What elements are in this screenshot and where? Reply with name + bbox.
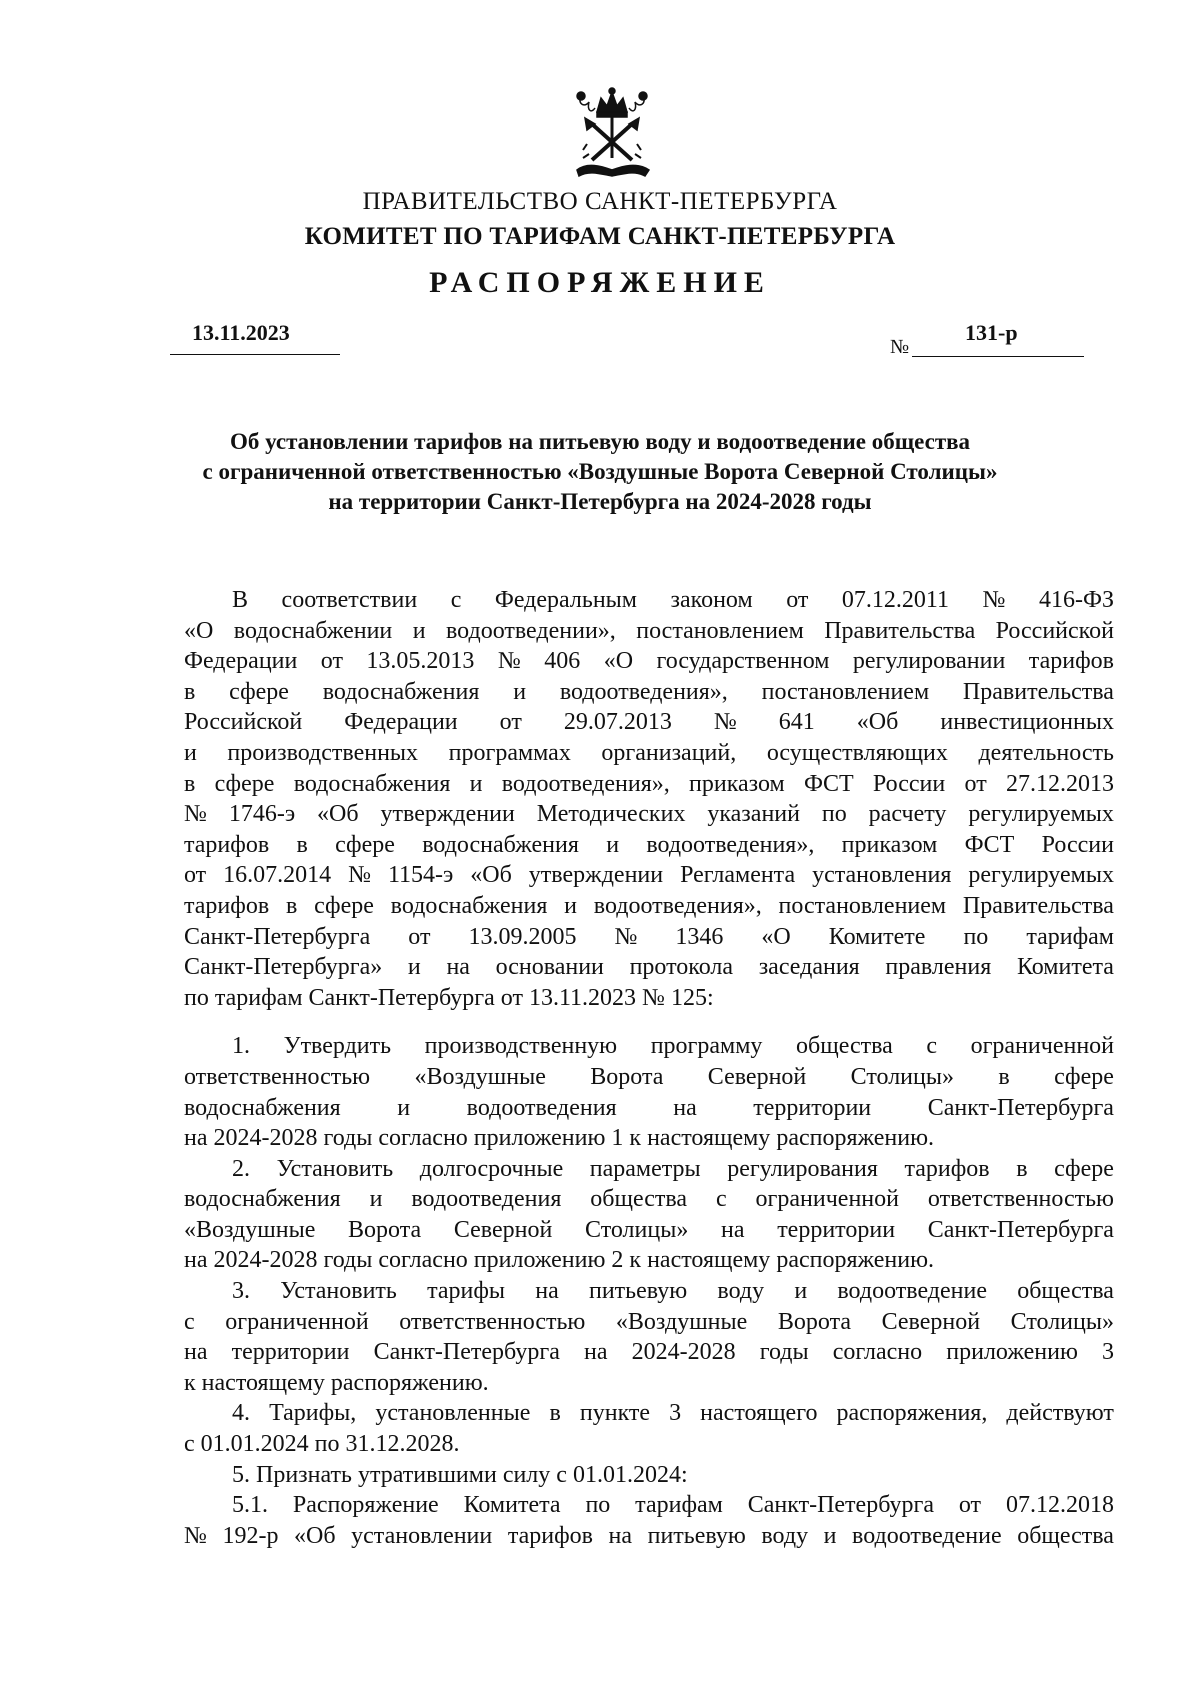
- text-line: 2. Установить долгосрочные параметры регулирования тарифов в сфере: [232, 1155, 1114, 1182]
- order-number: 131-р: [965, 320, 1018, 345]
- text-line: водоснабжения и водоотведения на территории Санкт-Петербурга: [184, 1094, 1114, 1121]
- title-line: с ограниченной ответственностью «Воздушные Ворота Северной Столицы»: [202, 459, 998, 484]
- text-line: Санкт-Петербурга от 13.09.2005 № 1346 «О Комитете по тарифам: [184, 923, 1114, 950]
- text-line: тарифов в сфере водоснабжения и водоотведения», постановлением Правительства: [184, 892, 1114, 919]
- coat-of-arms-icon: [567, 84, 657, 184]
- paragraph-gap: [184, 1013, 1114, 1031]
- document-type-heading: РАСПОРЯЖЕНИЕ: [429, 266, 771, 299]
- text-line: В соответствии с Федеральным законом от 07.12.2011 № 416-ФЗ: [232, 587, 1114, 613]
- text-line: и производственных программах организаций, осуществляющих деятельность: [184, 739, 1114, 766]
- document-body: [184, 585, 1114, 1551]
- text-line: по тарифам Санкт-Петербурга от 13.11.2023 № 125:: [184, 984, 714, 1011]
- text-line: № 192-р «Об установлении тарифов на питьевую воду и водоотведение общества: [184, 1522, 1114, 1549]
- number-underline: [912, 356, 1084, 357]
- text-line: водоснабжения и водоотведения общества с ограниченной ответственностью: [184, 1186, 1114, 1213]
- date-underline: [170, 354, 340, 355]
- title-line: на территории Санкт-Петербурга на 2024-2028 годы: [328, 489, 872, 514]
- text-line: Санкт-Петербурга» и на основании протокола заседания правления Комитета: [184, 954, 1114, 981]
- text-line: «О водоснабжении и водоотведении», постановлением Правительства Российской: [184, 617, 1114, 644]
- text-line: 4. Тарифы, установленные в пункте 3 настоящего распоряжения, действуют: [232, 1400, 1114, 1427]
- text-line: 5. Признать утратившими силу с 01.01.2024:: [232, 1461, 688, 1488]
- order-date: 13.11.2023: [192, 320, 290, 345]
- preamble-paragraph: [184, 585, 1114, 1013]
- text-line: 5.1. Распоряжение Комитета по тарифам Санкт-Петербурга от 07.12.2018: [232, 1492, 1114, 1519]
- text-line: № 1746-э «Об утверждении Методических указаний по расчету регулируемых: [184, 801, 1114, 828]
- text-line: с ограниченной ответственностью «Воздушные Ворота Северной Столицы»: [184, 1308, 1114, 1335]
- text-line: тарифов в сфере водоснабжения и водоотведения», приказом ФСТ России: [184, 831, 1114, 858]
- text-line: от 16.07.2014 № 1154-э «Об утверждении Регламента установления регулируемых: [184, 862, 1114, 889]
- text-line: на 2024-2028 годы согласно приложению 2 к настоящему распоряжению.: [184, 1247, 935, 1274]
- text-line: «Воздушные Ворота Северной Столицы» на территории Санкт-Петербурга: [184, 1216, 1114, 1243]
- government-title: ПРАВИТЕЛЬСТВО САНКТ-ПЕТЕРБУРГА: [362, 188, 838, 215]
- document-title: [150, 427, 1050, 517]
- text-line: ответственностью «Воздушные Ворота Северной Столицы» в сфере: [184, 1063, 1114, 1090]
- text-line: Федерации от 13.05.2013 № 406 «О государственном регулировании тарифов: [184, 648, 1114, 675]
- text-line: к настоящему распоряжению.: [184, 1369, 489, 1396]
- text-line: на 2024-2028 годы согласно приложению 1 к настоящему распоряжению.: [184, 1125, 935, 1152]
- text-line: в сфере водоснабжения и водоотведения», постановлением Правительства: [184, 678, 1114, 705]
- text-line: с 01.01.2024 по 31.12.2028.: [184, 1431, 460, 1458]
- text-line: 3. Установить тарифы на питьевую воду и водоотведение общества: [232, 1278, 1114, 1305]
- text-line: 1. Утвердить производственную программу общества с ограниченной: [232, 1033, 1114, 1060]
- numbered-items: [184, 1031, 1114, 1551]
- title-line: Об установлении тарифов на питьевую воду и водоотведение общества: [229, 429, 971, 454]
- text-line: на территории Санкт-Петербурга на 2024-2028 годы согласно приложению 3: [184, 1339, 1114, 1366]
- committee-title: КОМИТЕТ ПО ТАРИФАМ САНКТ-ПЕТЕРБУРГА: [304, 223, 896, 250]
- text-line: в сфере водоснабжения и водоотведения», приказом ФСТ России от 27.12.2013: [184, 770, 1114, 797]
- text-line: Российской Федерации от 29.07.2013 № 641 «Об инвестиционных: [184, 709, 1114, 736]
- number-sign: №: [890, 336, 910, 358]
